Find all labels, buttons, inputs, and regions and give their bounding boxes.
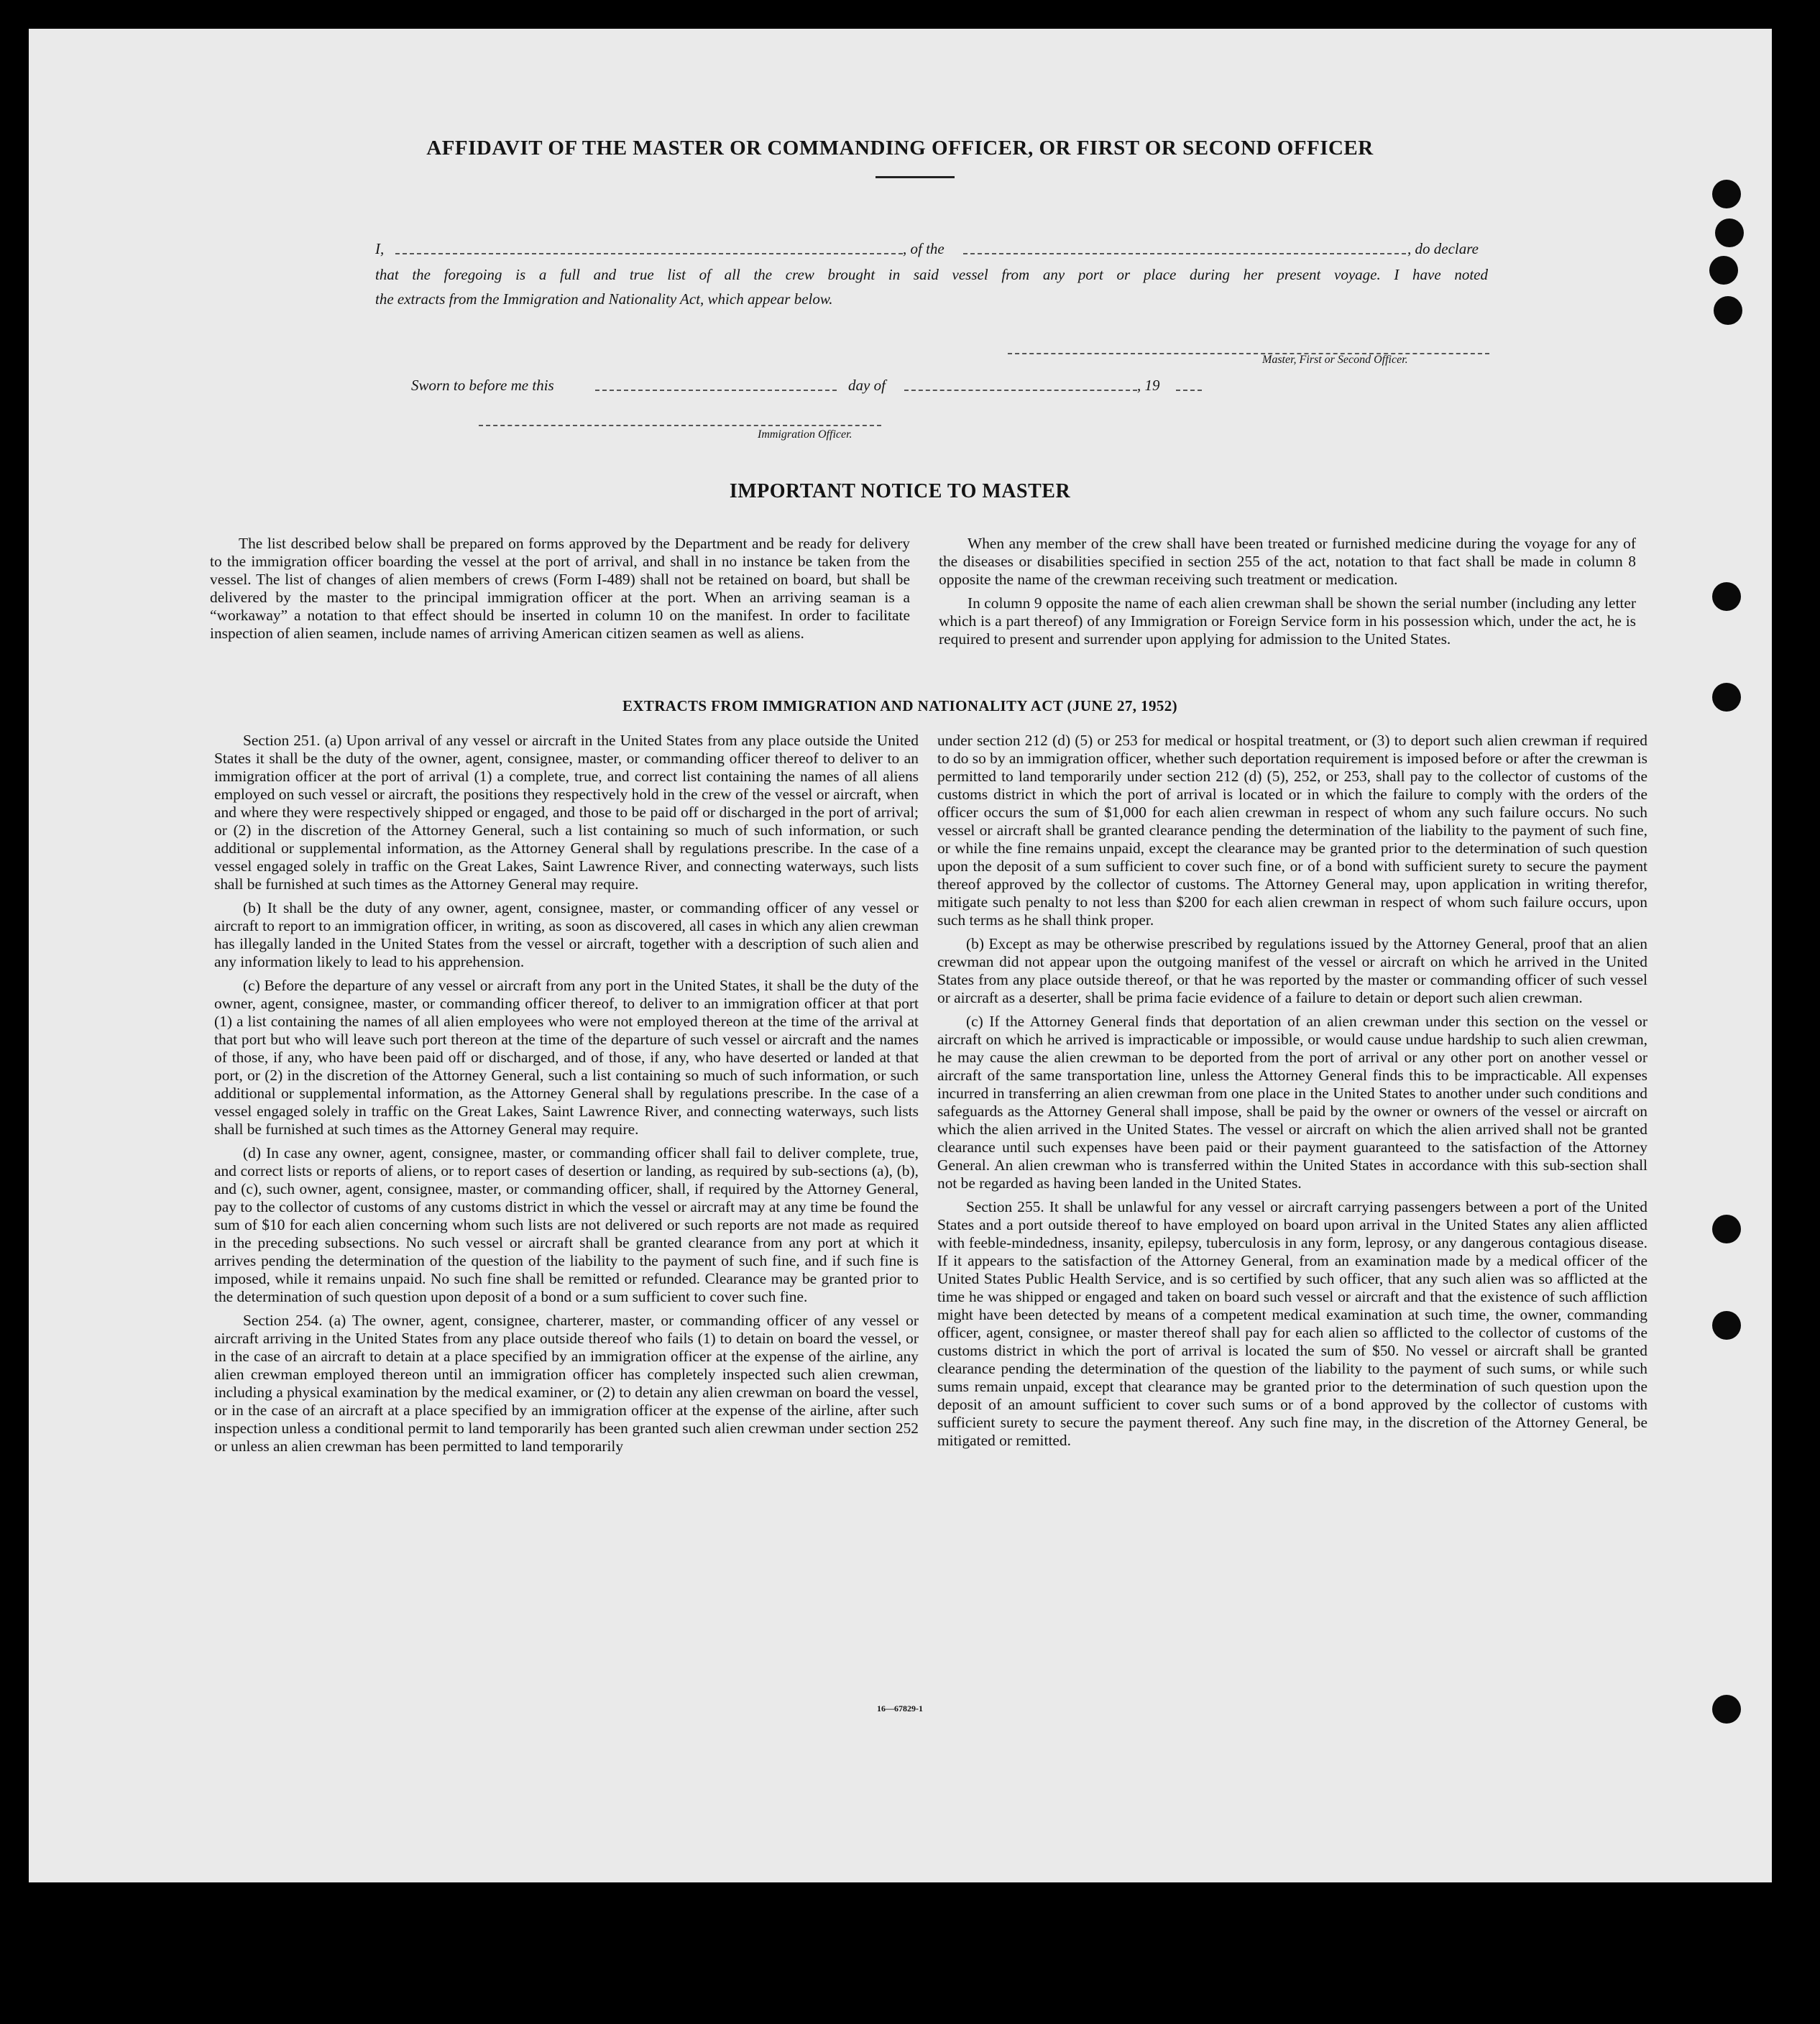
- master-signature-caption: Master, First or Second Officer.: [1262, 354, 1408, 366]
- sworn-label: Sworn to before me this: [411, 377, 554, 394]
- punch-hole: [1712, 683, 1741, 712]
- punch-hole: [1709, 256, 1738, 285]
- immigration-officer-caption: Immigration Officer.: [758, 428, 852, 441]
- extracts-title: EXTRACTS FROM IMMIGRATION AND NATIONALITY ACT (JUNE 27, 1952): [622, 697, 1178, 714]
- notice-left-column: [210, 535, 910, 648]
- declarant-name-line[interactable]: [395, 253, 903, 254]
- title-underline: [875, 176, 955, 178]
- day-of-label: day of: [848, 377, 886, 394]
- punch-hole: [1712, 1311, 1741, 1340]
- punch-hole: [1715, 218, 1744, 247]
- section-251-d: (d) In case any owner, agent, consignee, master, or commanding officer shall fail to deliver complete, true, and correct lists or reports of aliens, or to report cases of desertion or landing, as required by sub-sections (a), (b), and (c), such owner, agent, consignee, master, or commanding officer, shall, if required by the Attorney General, pay to the collector of customs of any customs district in which the vessel or aircraft may at any time be found the sum of $10 for each alien concerning whom such lists are not delivered or such reports are not made as required in the preceding subsections. No such vessel or aircraft shall be granted clearance from any port at which it arrives pending the determination of the question of the liability to the payment of such fine, and if such fine is imposed, while it remains unpaid. No such fine shall be remitted or refunded. Clearance may be granted prior to the determination of such question upon deposit of a bond or a sum sufficient to cover such fine.: [214, 1144, 919, 1305]
- notice-paragraph: When any member of the crew shall have been treated or furnished medicine during the voyage for any of the diseases or disabilities specified in section 255 of the act, notation to that fact shall be made in column 8 opposite the name of the crewman receiving such treatment or medication.: [939, 535, 1636, 588]
- section-254-a: Section 254. (a) The owner, agent, consignee, charterer, master, or commanding officer of any vessel or aircraft arriving in the United States from any place outside thereof who fails (1) to detain on board the vessel, or in the case of an aircraft to detain at a place specified by an immigration officer at the expense of the airline, any alien crewman employed thereon until an immigration officer has completely inspected such alien crewman, including a physical examination by the medical examiner, or (2) to detain any alien crewman on board the vessel, or in the case of an aircraft at a place specified by an immigration officer at the expense of the airline, after such inspection unless a conditional permit to land temporarily has been granted such alien crewman under section 252 or unless an alien crewman has been permitted to land temporarily: [214, 1312, 919, 1455]
- document-page: [29, 29, 1772, 1882]
- immigration-officer-signature-line[interactable]: [479, 425, 881, 426]
- sworn-day-line[interactable]: [595, 390, 837, 391]
- sworn-month-line[interactable]: [904, 390, 1137, 391]
- declaration-line-3: the extracts from the Immigration and Nationality Act, which appear below.: [375, 290, 833, 308]
- affidavit-title: AFFIDAVIT OF THE MASTER OR COMMANDING OFFICER, OR FIRST OR SECOND OFFICER: [426, 137, 1374, 160]
- punch-hole: [1712, 1215, 1741, 1243]
- vessel-name-line[interactable]: [963, 253, 1406, 254]
- declare-label: , do declare: [1407, 240, 1479, 257]
- punch-hole: [1712, 180, 1741, 208]
- punch-hole: [1712, 582, 1741, 611]
- extracts-right-column: [937, 732, 1647, 1455]
- master-signature-line[interactable]: [1008, 353, 1489, 354]
- section-254-a-continued: under section 212 (d) (5) or 253 for medical or hospital treatment, or (3) to deport such alien crewman if required to do so by an immigration officer, whether such deportation requirement is imposed before or after the crewman is permitted to land temporarily under section 212 (d) (5), 252, or 253, shall pay to the collector of customs of the customs district in which the port of arrival is located or in which the failure to comply with the orders of the officer occurs the sum of $1,000 for each alien crewman in respect of whom any such failure occurs. No such vessel or aircraft shall be granted clearance pending the determination of the liability to the payment of such fine, or while the fine remains unpaid, except the clearance may be granted prior to the determination of such question upon the deposit of a sum sufficient to cover such fine, or of a bond with sufficient surety to secure the payment thereof approved by the collector of customs. The Attorney General may, upon application in writing therefor, mitigate such penalty to not less than $200 for each alien crewman in respect of whom such failure occurs, upon such terms as he shall think proper.: [937, 732, 1647, 929]
- section-251-a: Section 251. (a) Upon arrival of any vessel or aircraft in the United States from any place outside the United States it shall be the duty of the owner, agent, consignee, master, or commanding officer thereof to deliver to an immigration officer at the port of arrival (1) a complete, true, and correct list containing the names of all aliens employed on such vessel or aircraft, the positions they respectively hold in the crew of the vessel or aircraft, when and where they were respectively shipped or engaged, and those to be paid off or discharged in the port of arrival; or (2) in the discretion of the Attorney General, such a list containing so much of such information, or such additional or supplemental information, as the Attorney General shall by regulations prescribe. In the case of a vessel engaged solely in traffic on the Great Lakes, Saint Lawrence River, and connecting waterways, such lists shall be furnished at such times as the Attorney General may require.: [214, 732, 919, 893]
- section-254-c: (c) If the Attorney General finds that deportation of an alien crewman under this section on the vessel or aircraft on which he arrived is impracticable or impossible, or would cause undue hardship to such alien crewman, he may cause the alien crewman to be deported from the port of arrival or any other port on another vessel or aircraft of the same transportation line, unless the Attorney General finds this to be impracticable. All expenses incurred in transferring an alien crewman from one place in the United States to another under such conditions and safeguards as the Attorney General shall impose, shall be paid by the owner or owners of the vessel or aircraft on which the alien arrived in the United States. The vessel or aircraft on which the alien arrived shall not be granted clearance until such expenses have been paid or their payment guaranteed to the satisfaction of the Attorney General. An alien crewman who is transferred within the United States in accordance with this sub-section shall not be regarded as having been landed in the United States.: [937, 1013, 1647, 1192]
- notice-paragraph: In column 9 opposite the name of each alien crewman shall be shown the serial number (including any letter which is a part thereof) of any Immigration or Foreign Service form in his possession which, under the act, he is required to present and surrender upon applying for admission to the United States.: [939, 594, 1636, 648]
- notice-paragraph: The list described below shall be prepared on forms approved by the Department and be ready for delivery to the immigration officer boarding the vessel at the port of arrival, and shall in no instance be taken from the vessel. The list of changes of alien members of crews (Form I-489) shall not be retained on board, but shall be delivered by the master to the principal immigration officer at the port. When an arriving seaman is a “workaway” a notation to that effect should be inserted in column 10 on the manifest. In order to facilitate inspection of alien seamen, include names of arriving American citizen seamen as well as aliens.: [210, 535, 910, 642]
- form-number: 16—67829-1: [877, 1703, 923, 1714]
- notice-title: IMPORTANT NOTICE TO MASTER: [729, 480, 1071, 502]
- section-254-b: (b) Except as may be otherwise prescribed by regulations issued by the Attorney General, proof that an alien crewman did not appear upon the outgoing manifest of the vessel or aircraft on which he arrived in the United States from any place outside thereof, or that he was reported by the master or commanding officer of such vessel or aircraft as a deserter, shall be prima facie evidence of a failure to detain or deport such alien crewman.: [937, 935, 1647, 1006]
- section-251-b: (b) It shall be the duty of any owner, agent, consignee, master, or commanding officer of any vessel or aircraft to report to an immigration officer, in writing, as soon as discovered, all cases in which any alien crewman has illegally landed in the United States from the vessel or aircraft, together with a description of such alien and any information likely to lead to his apprehension.: [214, 899, 919, 970]
- vessel-label: , of the: [903, 240, 945, 257]
- section-251-c: (c) Before the departure of any vessel or aircraft from any port in the United States, it shall be the duty of the owner, agent, consignee, master, or commanding officer thereof, to deliver to an immigration officer at that port (1) a list containing the names of all alien employees who were not employed thereon at the time of the arrival at that port but who will leave such port thereon at the time of the departure of such vessel or aircraft and the names of those, if any, who have been paid off or discharged, and of those, if any, who have deserted or landed at that port, or (2) in the discretion of the Attorney General, such a list containing so much of such information, or such additional or supplemental information, as the Attorney General shall by regulations prescribe. In the case of a vessel engaged solely in traffic on the Great Lakes, Saint Lawrence River, and connecting waterways, such lists shall be furnished at such times as the Attorney General may require.: [214, 977, 919, 1138]
- declarant-label: I,: [375, 240, 385, 257]
- section-255: Section 255. It shall be unlawful for any vessel or aircraft carrying passengers between a port of the United States and a port outside thereof to have employed on board upon arrival in the United States any alien afflicted with feeble-mindedness, insanity, epilepsy, tuberculosis in any form, leprosy, or any dangerous contagious disease. If it appears to the satisfaction of the Attorney General, from an examination made by a medical officer of the United States Public Health Service, and is so certified by such officer, that any such alien was so afflicted at the time he was shipped or engaged and taken on board such vessel or aircraft and that the existence of such affliction might have been detected by means of a competent medical examination at such time, the owner, commanding officer, agent, consignee, or master thereof shall pay for each alien so afflicted to the collector of customs of the customs district in which the port of arrival is located the sum of $50. No vessel or aircraft shall be granted clearance pending the determination of the question of the liability to the payment of such sums, or while such sums remain unpaid, except that clearance may be granted prior to the determination of such question upon the deposit of an amount sufficient to cover such sums or of a bond approved by the collector of customs with sufficient surety to secure the payment thereof. Any such fine may, in the discretion of the Attorney General, be mitigated or remitted.: [937, 1198, 1647, 1449]
- punch-hole: [1712, 1695, 1741, 1724]
- punch-hole: [1714, 296, 1742, 325]
- year-label: , 19: [1137, 377, 1160, 394]
- notice-right-column: [939, 535, 1636, 654]
- sworn-year-line[interactable]: [1176, 390, 1202, 391]
- extracts-left-column: [214, 732, 919, 1461]
- declaration-line-2: that the foregoing is a full and true list of all the crew brought in said vessel from any port or place during her present voyage. I have noted: [375, 266, 1488, 283]
